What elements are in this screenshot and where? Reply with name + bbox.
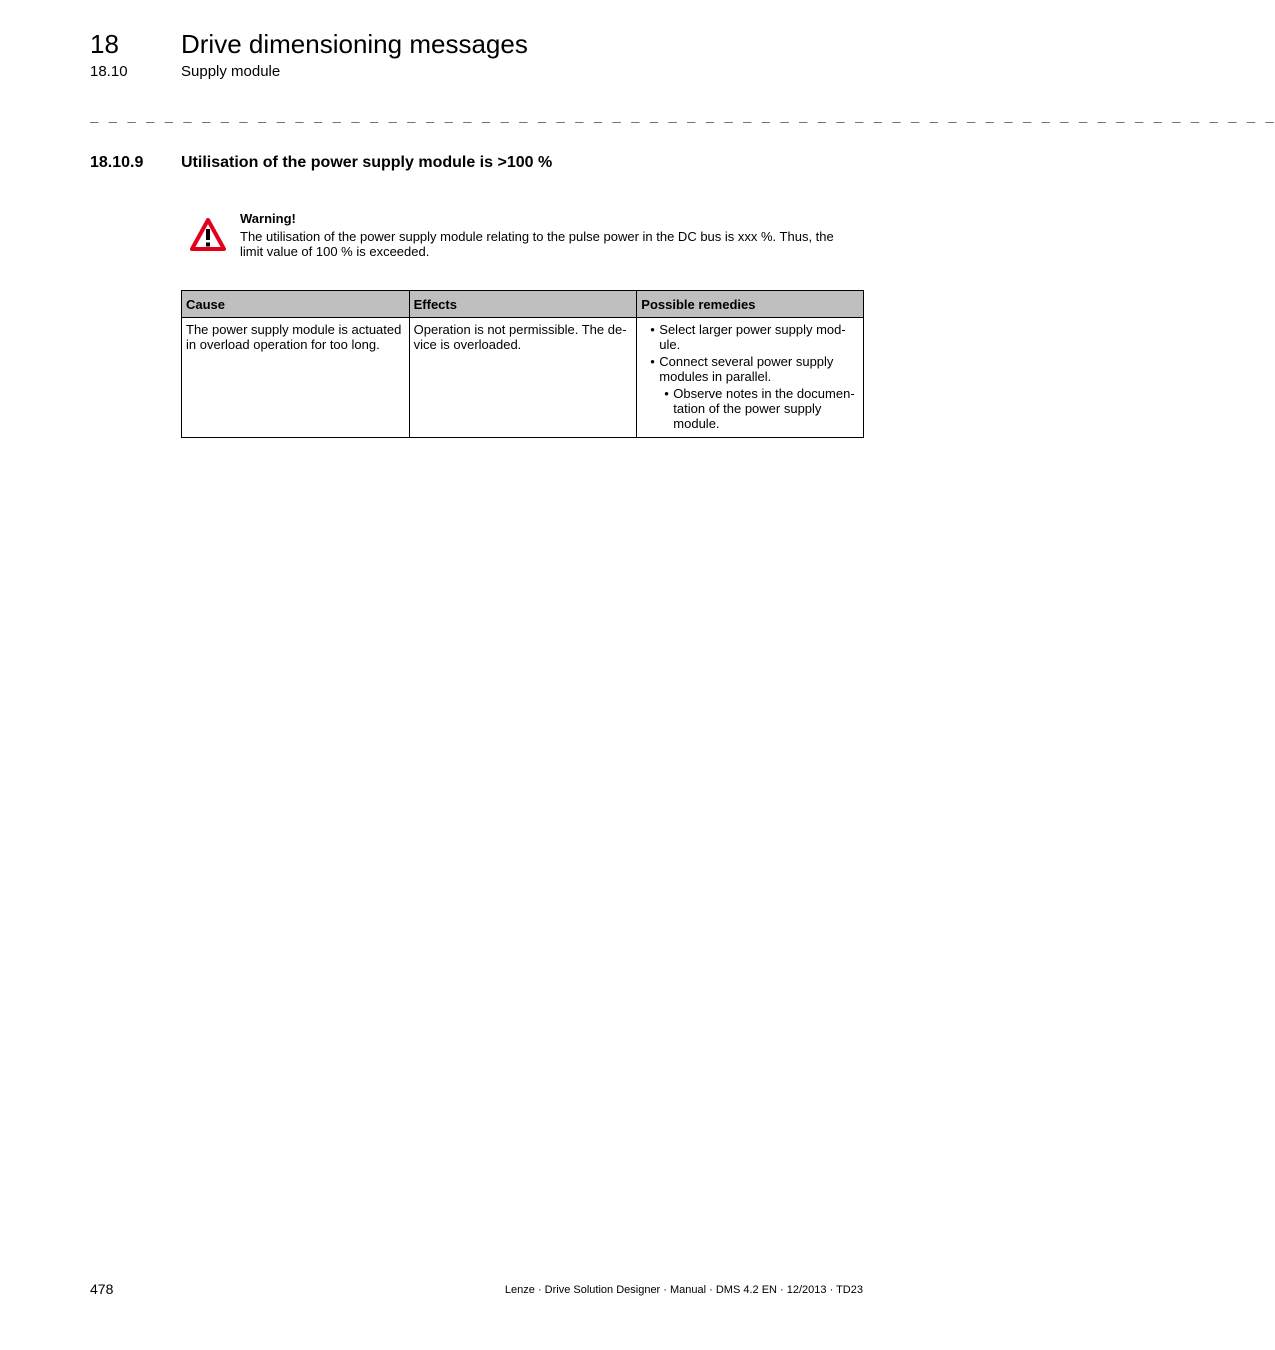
header-cause: Cause [182,291,410,318]
remedies-cell [637,318,864,438]
section-title: Supply module [181,63,281,80]
effects-cell: Operation is not permissible. The de-vice is overloaded. [409,318,637,438]
page-number: 478 [90,1281,114,1297]
section-number: 18.10 [90,63,128,80]
header-divider: _ _ _ _ _ _ _ _ _ _ _ _ _ _ _ _ _ _ _ _ _ _ _ _ _ _ _ _ _ _ _ _ _ _ _ _ _ _ _ _ _ _ _ _ _ _ _ _ _ _ _ _ _ _ _ _ _ _ _ _ _ _ _ _ [90,107,1275,123]
warning-text: The utilisation of the power supply module relating to the pulse power in the DC bus is xxx %. Thus, the limit value of 100 % is exceeded. [240,229,834,259]
warning-triangle-icon [189,217,227,253]
list-item: • Select larger power supply mod-ule. [641,322,859,352]
header-effects: Effects [409,291,637,318]
chapter-title: Drive dimensioning messages [181,29,528,59]
warning-heading: Warning! [240,211,296,226]
subsection-number: 18.10.9 [90,154,144,171]
table-row [182,318,864,438]
cause-effects-remedies-table [181,290,864,438]
list-item: • Connect several power supply modules in parallel. [641,354,859,384]
header-possible-remedies: Possible remedies [637,291,864,318]
chapter-number: 18 [90,29,119,59]
table-header-row [182,291,864,318]
subsection-title: Utilisation of the power supply module is >100 % [181,154,553,171]
cause-cell: The power supply module is actuated in overload operation for too long. [182,318,410,438]
list-item: • Observe notes in the documen-tation of the power supply module. [641,386,859,431]
footer-text: Lenze · Drive Solution Designer · Manual · DMS 4.2 EN · 12/2013 · TD23 [504,1284,863,1296]
remedies-list [641,322,859,431]
